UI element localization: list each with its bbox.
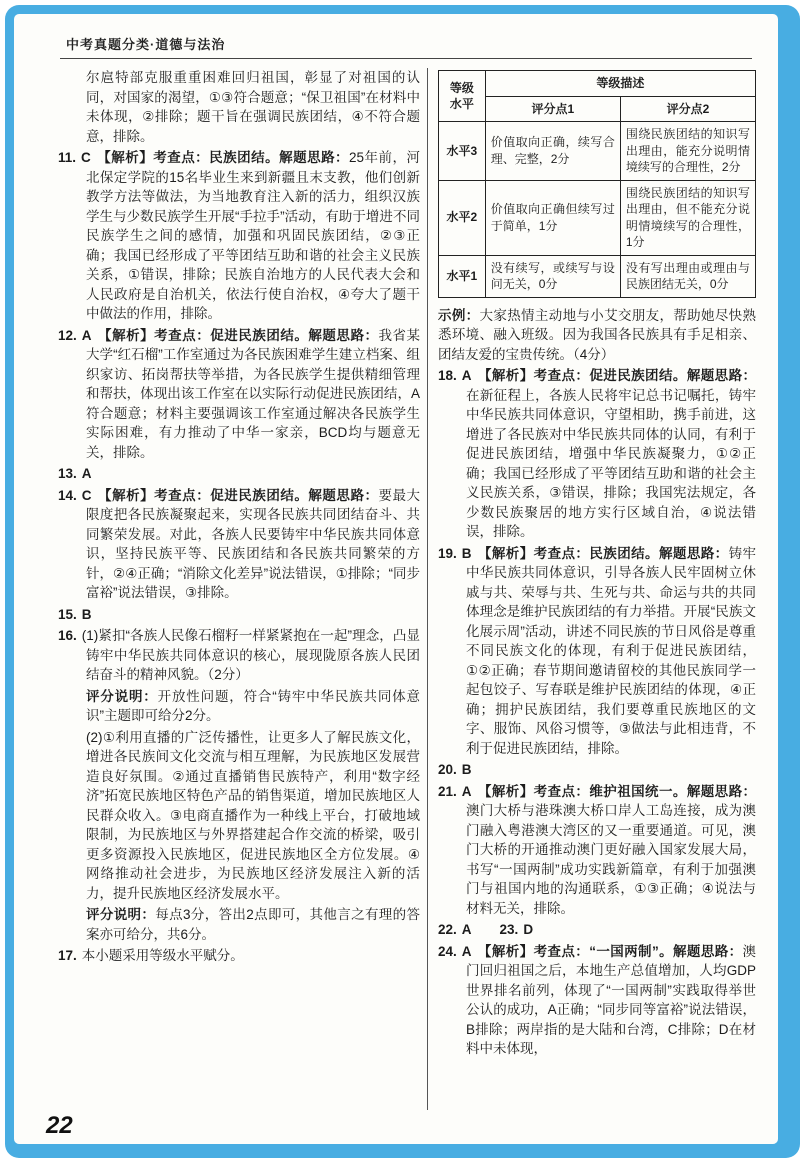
table-row-level3: [439, 122, 756, 181]
answer-letter: D: [523, 922, 534, 937]
answer-letter: A: [461, 368, 472, 383]
exam-point: 促进民族团结。: [589, 368, 687, 383]
answer-letter: A: [81, 466, 92, 481]
explanation-text: 澳门大桥与港珠澳大桥口岸人工岛连接，成为澳门融入粤港澳大湾区的又一重要通道。可见，澳门大桥的开通推动澳门更好融入国家发展大局，书写“一国两制”成功实践新篇章，有利于加强澳门与祖国内地的沟通联系，①③正确；④说法与材料无关，排除。: [466, 803, 756, 916]
answer-letter: B: [81, 606, 92, 622]
exam-point-label: 考查点：: [533, 783, 590, 799]
question-number: 24.: [438, 943, 457, 959]
question-number: 13.: [58, 466, 77, 481]
question-number: 16.: [58, 628, 77, 643]
analysis-label: 【解析】: [97, 327, 155, 343]
question-14: [58, 486, 420, 603]
table-subheader-point2: 评分点2: [620, 96, 755, 122]
scoring-note-label: 评分说明：: [86, 907, 156, 922]
question-24: [438, 942, 756, 1059]
level-cell: 水平2: [439, 180, 486, 255]
question-number: 11.: [58, 150, 77, 165]
exam-point-label: 考查点：: [533, 943, 590, 959]
answer-letter: A: [461, 783, 472, 799]
question-11: [58, 148, 420, 324]
approach-label: 解题思路：: [673, 943, 743, 959]
explanation-text: 本小题采用等级水平赋分。: [81, 948, 244, 963]
scoring-note-label: 评分说明：: [86, 688, 158, 704]
answer-part-2-text: (2)①利用直播的广泛传播性，让更多人了解民族文化，增进各民族间文化交流与相互理解，为民族地区发展营造良好氛围。②通过直播销售民族特产，利用“数字经济”拓宽民族地区特色产品的销售渠道，增加民族地区人民群众收入。③电商直播作为一种线上平台，打破地域限制，为民族地区与外界搭建起合作交流的桥梁，吸引更多资源投入民族地区，促进民族地区全方位发展。④网络推动社会进步，为民族地区经济发展注入新的活力，提升民族地区经济发展水平。: [86, 729, 420, 901]
right-column: [438, 68, 756, 1120]
point1-cell: 没有续写，或续写与设问无关，0分: [485, 255, 620, 297]
exam-point-label: 考查点：: [533, 368, 590, 383]
answer-letter: C: [81, 150, 91, 165]
exam-point: 促进民族团结。: [210, 487, 309, 503]
page-number: 22: [46, 1112, 73, 1139]
column-divider: [427, 68, 428, 1110]
approach-label: 解题思路：: [308, 487, 379, 503]
point2-cell: 围绕民族团结的知识写出理由，能充分说明情境续写的合理性，2分: [620, 122, 755, 181]
table-row-level1: [439, 255, 756, 297]
exam-point-label: 考查点：: [154, 327, 211, 343]
example-text: 大家热情主动地与小艾交朋友，帮助她尽快熟悉环境、融入班级。因为我国各民族具有手足相亲、团结友爱的宝贵传统。（4分）: [438, 307, 756, 362]
analysis-label: 【解析】: [96, 150, 154, 165]
example-label: 示例：: [438, 307, 480, 323]
level-cell: 水平3: [439, 122, 486, 181]
answer-letter: C: [81, 487, 92, 503]
point1-cell: 价值取向正确，续写合理、完整，2分: [485, 122, 620, 181]
question-16: [58, 626, 420, 685]
question-number: 12.: [58, 327, 77, 343]
explanation-text: 尔扈特部克服重重困难回归祖国，彰显了对祖国的认同，对国家的渴望，①③符合题意；“保卫祖国”在材料中未体现，②排除；题干旨在强调民族团结，④不符合题意，排除。: [86, 70, 420, 144]
exam-point: “一国两制”。: [589, 943, 674, 959]
question-18: [438, 366, 756, 542]
question-number: 19.: [438, 545, 457, 561]
table-subheader-point1: 评分点1: [485, 96, 620, 122]
exam-point-label: 考查点：: [154, 487, 211, 503]
answer-letter: A: [461, 922, 472, 937]
approach-label: 解题思路：: [308, 327, 379, 343]
exam-point: 民族团结。: [209, 150, 280, 165]
example-paragraph: [438, 306, 756, 365]
scoring-note-text: 开放性问题，符合“铸牢中华民族共同体意识”主题即可给分2分。: [86, 688, 420, 723]
exam-point: 维护祖国统一。: [589, 783, 687, 799]
question-number: 21.: [438, 783, 457, 799]
explanation-text: 澳门回归祖国之后，本地生产总值增加，人均GDP世界排名前列，体现了“一国两制”实践取得举世公认的成功，A正确；“同步同等富裕”说法错误，B排除；两岸指的是大陆和台湾，C排除；D在材料中未体现，: [466, 943, 756, 1056]
question-15: [58, 605, 420, 625]
page-content: [14, 14, 778, 1144]
question-17: [58, 946, 420, 966]
question-number: 18.: [438, 368, 457, 383]
question-12: [58, 326, 420, 463]
question-number: 22.: [438, 922, 457, 937]
page-header-title: 中考真题分类·道德与法治: [66, 37, 226, 52]
answer-letter: A: [81, 327, 92, 343]
question-number: 20.: [438, 762, 457, 777]
explanation-text: 25年前，河北保定学院的15名毕业生来到新疆且末支教，他们创新教学方法等做法，为当地教育注入新的活力，组织汉族学生与少数民族学生开展“手拉手”活动，有助于增进不同民族学生之间的感情，加强和巩固民族团结，②③正确；我国已经形成了平等团结互助和谐的社会主义民族关系，①错误，排除；民族自治地方的人民代表大会和人民政府是自治机关，依法行使自治权，④夸大了题干中做法的作用，排除。: [86, 150, 420, 321]
exam-point-label: 考查点：: [533, 545, 590, 561]
explanation-text: 我省某大学“红石榴”工作室通过为各民族困难学生建立档案、组织家访、拓岗帮扶等举措，为各民族学生提供精细管理和帮扶，体现出该工作室在以实际行动促进民族团结，A符合题意；材料主要强调该工作室通过解决各民族学生实际困难，有力推动了中华一家亲，BCD均与题意无关，排除。: [86, 327, 420, 460]
answer-letter: B: [461, 762, 472, 777]
answer-letter: B: [461, 545, 472, 561]
question-number: 17.: [58, 948, 77, 963]
exam-point: 促进民族团结。: [210, 327, 309, 343]
left-column: [58, 68, 420, 1116]
table-header-level: 等级水平: [439, 71, 486, 122]
question-21: [438, 782, 756, 919]
point2-cell: 围绕民族团结的知识写出理由，但不能充分说明情境续写的合理性，1分: [620, 180, 755, 255]
answer-part-1: (1)紧扣“各族人民像石榴籽一样紧紧抱在一起”理念，凸显铸牢中华民族共同体意识的核心，展现陇原各族人民团结奋斗的精神风貌。（2分）: [81, 628, 420, 682]
answer-letter: A: [461, 943, 472, 959]
point1-cell: 价值取向正确但续写过于简单，1分: [485, 180, 620, 255]
answer-part-2: [58, 728, 420, 904]
table-header-description: 等级描述: [485, 71, 755, 97]
scoring-note-text: 每点3分，答出2点即可，其他言之有理的答案亦可给分，共6分。: [86, 907, 420, 942]
approach-label: 解题思路：: [686, 368, 756, 383]
explanation-text: 铸牢中华民族共同体意识，引导各族人民牢固树立休戚与共、荣辱与共、生死与共、命运与共的共同体理念是维护民族团结的有力举措。开展“民族文化展示周”活动，讲述不同民族的节日风俗是尊重不同民族文化的体现，有利于促进民族团结，①②正确；春节期间邀请留校的其他民族同学一起包饺子、写春联是维护民族团结的体现，④正确；拥护民族团结，我们要尊重民族地区的文字、服饰、风俗习惯等，③做法与此相违背，不利于促进民族团结，排除。: [466, 545, 756, 756]
scoring-note-1: [58, 687, 420, 726]
level-cell: 水平1: [439, 255, 486, 297]
explanation-text: 在新征程上，各族人民将牢记总书记嘱托，铸牢中华民族共同体意识，守望相助，携手前进，这增进了各民族对中华民族共同体的认同，有利于促进民族团结，增强中华民族凝聚力，①②正确；我国已经形成了平等团结互助和谐的社会主义民族关系，③错误，排除；我国宪法规定，各少数民族聚居的地方实行区域自治，④说法错误，排除。: [466, 387, 756, 539]
approach-label: 解题思路：: [279, 150, 350, 165]
analysis-label: 【解析】: [477, 368, 534, 383]
question-22-23: [438, 920, 756, 940]
analysis-label: 【解析】: [477, 545, 534, 561]
explanation-text: 要最大限度把各民族凝聚起来，实现各民族共同团结奋斗、共同繁荣发展。对此，各族人民要铸牢中华民族共同体意识，坚持民族平等、民族团结和各民族共同繁荣的方针，②④正确；“消除文化差异”说法错误，①排除；“同步富裕”说法错误，③排除。: [86, 487, 420, 600]
approach-label: 解题思路：: [686, 783, 756, 799]
question-number: 23.: [499, 922, 519, 937]
grade-level-table: [438, 70, 756, 298]
point2-cell: 没有写出理由或理由与民族团结无关，0分: [620, 255, 755, 297]
scoring-note-2: [58, 905, 420, 944]
question-number: 15.: [58, 606, 77, 622]
analysis-label: 【解析】: [477, 943, 534, 959]
exam-point: 民族团结。: [589, 545, 659, 561]
question-number: 14.: [58, 487, 77, 503]
question-19: [438, 544, 756, 759]
exam-point-label: 考查点：: [153, 150, 210, 165]
analysis-label: 【解析】: [477, 783, 534, 799]
analysis-label: 【解析】: [97, 487, 155, 503]
header-rule: [60, 58, 752, 59]
approach-label: 解题思路：: [658, 545, 729, 561]
table-row-level2: [439, 180, 756, 255]
question-20: [438, 760, 756, 780]
continuation-paragraph: [58, 68, 420, 146]
question-13: [58, 464, 420, 484]
